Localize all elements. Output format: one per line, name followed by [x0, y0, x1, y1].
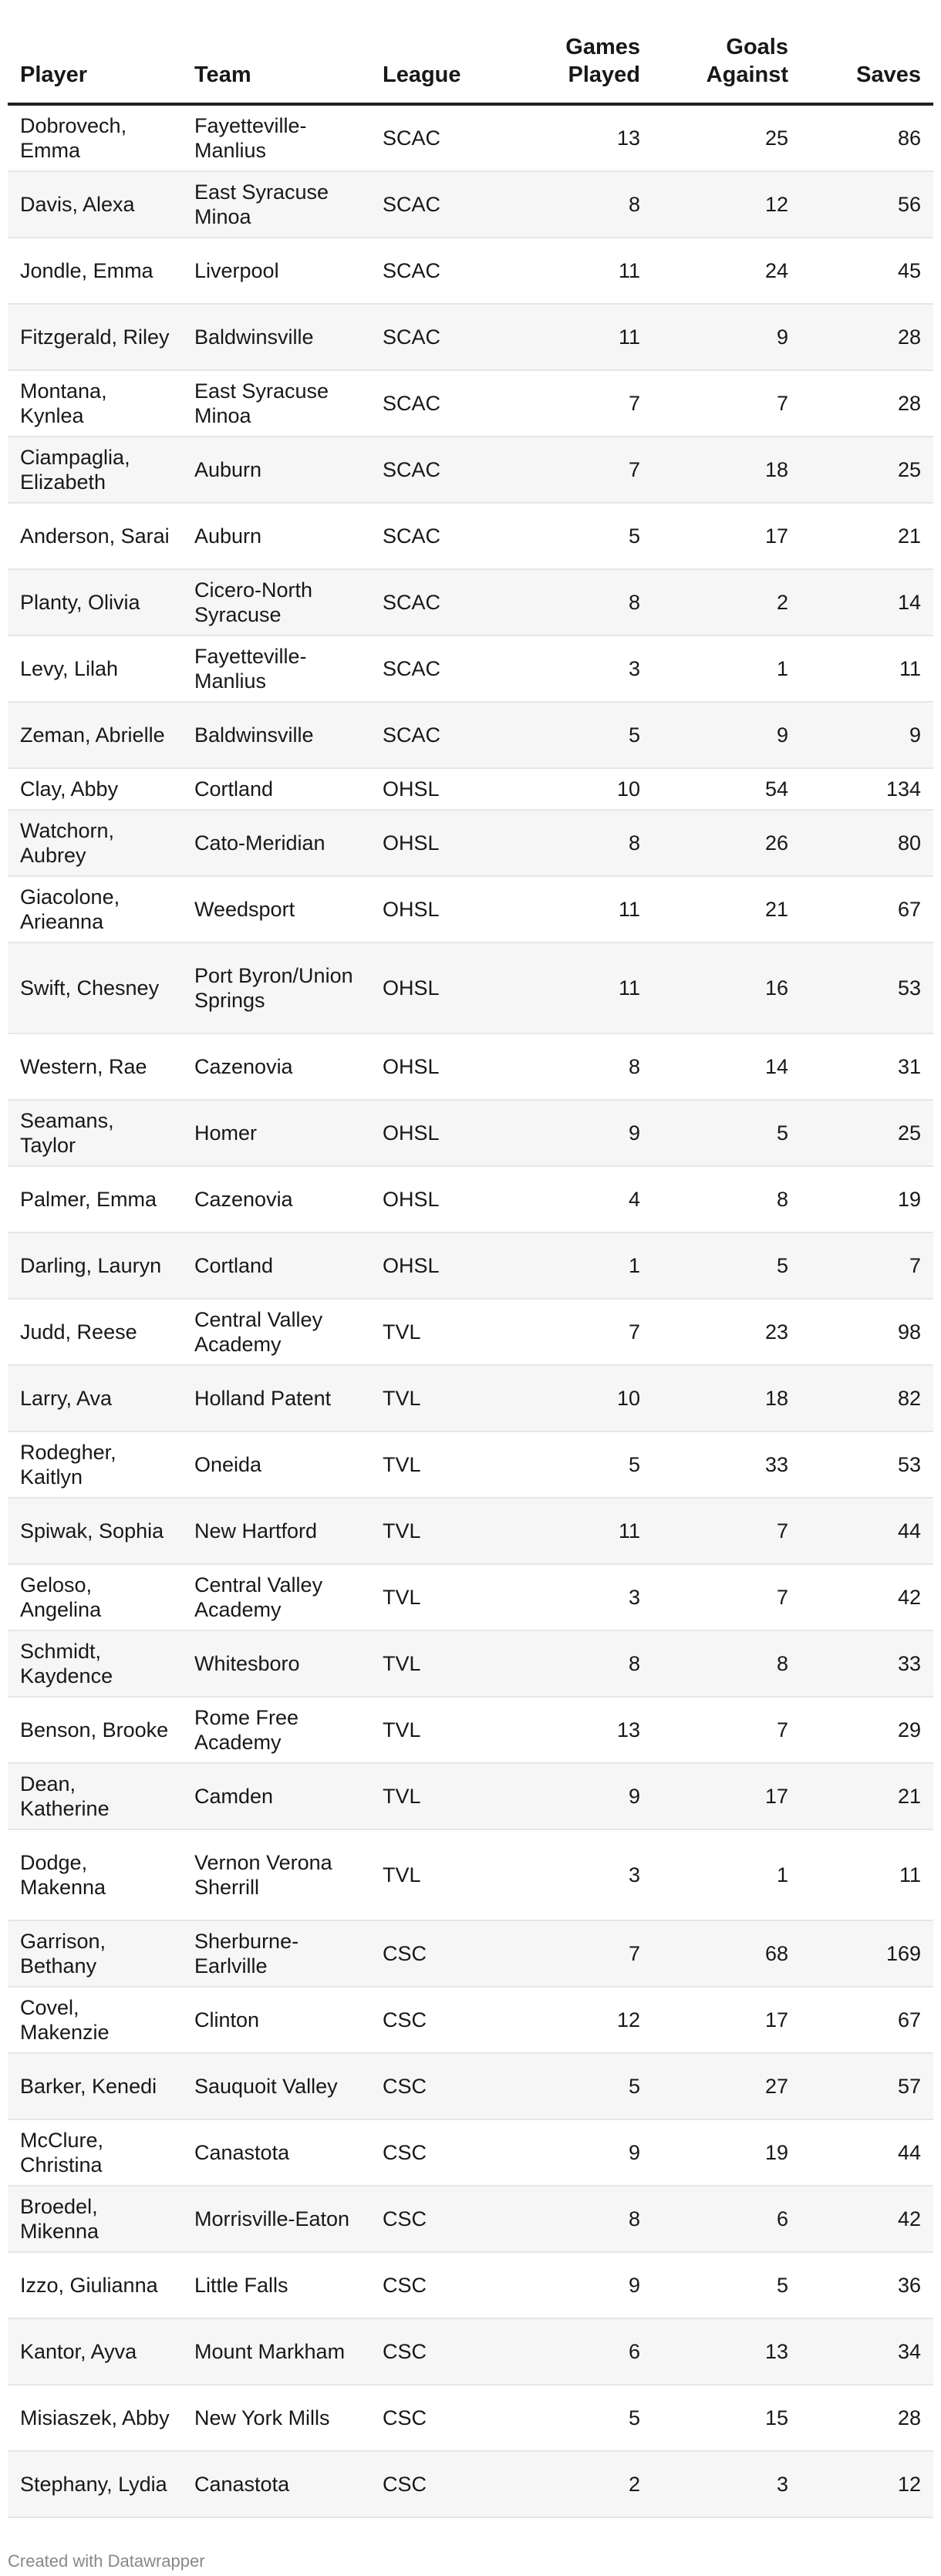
cell-league: SCAC	[370, 171, 517, 238]
cell-league: TVL	[370, 1299, 517, 1365]
cell-goals-against: 1	[653, 1829, 801, 1920]
header-line: Played	[568, 62, 640, 87]
cell-league: OHSL	[370, 1100, 517, 1166]
cell-league: SCAC	[370, 503, 517, 569]
table-row	[8, 569, 933, 636]
header-line: Games	[565, 35, 640, 59]
cell-goals-against: 1	[653, 636, 801, 702]
cell-league: CSC	[370, 2186, 517, 2252]
table-row	[8, 2252, 933, 2318]
column-header-player[interactable]: Player	[8, 0, 182, 104]
cell-games-played: 11	[517, 304, 653, 370]
cell-league: TVL	[370, 1630, 517, 1697]
cell-league: OHSL	[370, 942, 517, 1033]
cell-team: Canastota	[182, 2451, 370, 2517]
table-body	[8, 104, 933, 2517]
cell-player: Giacolone, Arieanna	[8, 876, 182, 942]
cell-games-played: 11	[517, 876, 653, 942]
cell-league: SCAC	[370, 304, 517, 370]
table-row	[8, 1498, 933, 1564]
cell-league: OHSL	[370, 876, 517, 942]
cell-player: Clay, Abby	[8, 768, 182, 810]
cell-games-played: 6	[517, 2318, 653, 2385]
cell-games-played: 13	[517, 104, 653, 171]
column-header-games-played[interactable]	[517, 0, 653, 104]
cell-team: Auburn	[182, 503, 370, 569]
cell-goals-against: 68	[653, 1920, 801, 1987]
cell-player: Anderson, Sarai	[8, 503, 182, 569]
cell-games-played: 7	[517, 437, 653, 503]
cell-player: Swift, Chesney	[8, 942, 182, 1033]
header-line: Against	[706, 62, 788, 87]
cell-goals-against: 33	[653, 1431, 801, 1498]
cell-goals-against: 16	[653, 942, 801, 1033]
table-row	[8, 2318, 933, 2385]
cell-player: Fitzgerald, Riley	[8, 304, 182, 370]
cell-saves: 21	[801, 1763, 933, 1829]
cell-player: Palmer, Emma	[8, 1166, 182, 1232]
cell-goals-against: 19	[653, 2119, 801, 2186]
cell-goals-against: 3	[653, 2451, 801, 2517]
cell-saves: 21	[801, 503, 933, 569]
cell-team: Cazenovia	[182, 1033, 370, 1100]
cell-goals-against: 23	[653, 1299, 801, 1365]
cell-games-played: 10	[517, 1365, 653, 1431]
cell-saves: 169	[801, 1920, 933, 1987]
cell-team: Cazenovia	[182, 1166, 370, 1232]
cell-games-played: 13	[517, 1697, 653, 1763]
cell-goals-against: 13	[653, 2318, 801, 2385]
cell-team: New Hartford	[182, 1498, 370, 1564]
cell-league: OHSL	[370, 1033, 517, 1100]
cell-saves: 53	[801, 942, 933, 1033]
cell-player: Garrison, Bethany	[8, 1920, 182, 1987]
cell-saves: 25	[801, 1100, 933, 1166]
table-row	[8, 437, 933, 503]
table-row	[8, 1920, 933, 1987]
cell-goals-against: 7	[653, 1697, 801, 1763]
table-row	[8, 2186, 933, 2252]
table-row	[8, 1829, 933, 1920]
cell-player: Western, Rae	[8, 1033, 182, 1100]
cell-team: Canastota	[182, 2119, 370, 2186]
cell-team: Auburn	[182, 437, 370, 503]
cell-games-played: 12	[517, 1987, 653, 2053]
cell-goals-against: 7	[653, 1498, 801, 1564]
table-row	[8, 1232, 933, 1299]
cell-goals-against: 17	[653, 503, 801, 569]
cell-league: OHSL	[370, 768, 517, 810]
cell-games-played: 5	[517, 702, 653, 768]
cell-team: Baldwinsville	[182, 304, 370, 370]
cell-goals-against: 17	[653, 1987, 801, 2053]
cell-player: Judd, Reese	[8, 1299, 182, 1365]
cell-saves: 12	[801, 2451, 933, 2517]
cell-saves: 53	[801, 1431, 933, 1498]
cell-player: Izzo, Giulianna	[8, 2252, 182, 2318]
cell-team: Cato-Meridian	[182, 810, 370, 876]
cell-league: SCAC	[370, 702, 517, 768]
cell-goals-against: 7	[653, 1564, 801, 1630]
cell-saves: 33	[801, 1630, 933, 1697]
cell-games-played: 5	[517, 503, 653, 569]
table-row	[8, 1100, 933, 1166]
table-row	[8, 1564, 933, 1630]
cell-league: TVL	[370, 1431, 517, 1498]
cell-team: Vernon Verona Sherrill	[182, 1829, 370, 1920]
cell-team: Rome Free Academy	[182, 1697, 370, 1763]
goalkeeper-stats-table	[8, 0, 933, 2518]
cell-saves: 7	[801, 1232, 933, 1299]
cell-league: SCAC	[370, 370, 517, 437]
cell-team: Baldwinsville	[182, 702, 370, 768]
table-row	[8, 1763, 933, 1829]
cell-team: Cortland	[182, 768, 370, 810]
table-row	[8, 1299, 933, 1365]
cell-goals-against: 2	[653, 569, 801, 636]
column-header-saves[interactable]: Saves	[801, 0, 933, 104]
cell-player: Kantor, Ayva	[8, 2318, 182, 2385]
cell-saves: 19	[801, 1166, 933, 1232]
cell-saves: 44	[801, 1498, 933, 1564]
cell-league: TVL	[370, 1763, 517, 1829]
cell-goals-against: 5	[653, 1232, 801, 1299]
cell-team: Liverpool	[182, 238, 370, 304]
table-container	[8, 0, 933, 2518]
cell-player: Watchorn, Aubrey	[8, 810, 182, 876]
cell-team: New York Mills	[182, 2385, 370, 2451]
cell-player: Broedel, Mikenna	[8, 2186, 182, 2252]
cell-goals-against: 18	[653, 437, 801, 503]
cell-player: Seamans, Taylor	[8, 1100, 182, 1166]
cell-goals-against: 15	[653, 2385, 801, 2451]
cell-league: SCAC	[370, 437, 517, 503]
cell-league: TVL	[370, 1829, 517, 1920]
table-row	[8, 636, 933, 702]
cell-team: Clinton	[182, 1987, 370, 2053]
cell-saves: 36	[801, 2252, 933, 2318]
cell-league: CSC	[370, 2119, 517, 2186]
cell-games-played: 11	[517, 1498, 653, 1564]
cell-player: Barker, Kenedi	[8, 2053, 182, 2119]
cell-league: SCAC	[370, 636, 517, 702]
cell-saves: 28	[801, 304, 933, 370]
cell-team: Sherburne-Earlville	[182, 1920, 370, 1987]
cell-saves: 28	[801, 370, 933, 437]
cell-team: Oneida	[182, 1431, 370, 1498]
table-row	[8, 1630, 933, 1697]
cell-team: Cicero-North Syracuse	[182, 569, 370, 636]
cell-team: Central Valley Academy	[182, 1564, 370, 1630]
cell-player: Dobrovech, Emma	[8, 104, 182, 171]
table-row	[8, 942, 933, 1033]
table-row	[8, 238, 933, 304]
table-row	[8, 702, 933, 768]
cell-goals-against: 18	[653, 1365, 801, 1431]
column-header-team[interactable]: Team	[182, 0, 370, 104]
cell-saves: 25	[801, 437, 933, 503]
cell-league: CSC	[370, 1920, 517, 1987]
cell-games-played: 8	[517, 1630, 653, 1697]
cell-games-played: 8	[517, 1033, 653, 1100]
table-row	[8, 1365, 933, 1431]
cell-saves: 86	[801, 104, 933, 171]
datawrapper-credit: Created with Datawrapper	[8, 2551, 205, 2571]
cell-games-played: 5	[517, 1431, 653, 1498]
cell-saves: 42	[801, 2186, 933, 2252]
cell-team: Morrisville-Eaton	[182, 2186, 370, 2252]
cell-games-played: 9	[517, 1100, 653, 1166]
column-header-league[interactable]: League	[370, 0, 517, 104]
table-row	[8, 1697, 933, 1763]
cell-league: CSC	[370, 2252, 517, 2318]
cell-team: Cortland	[182, 1232, 370, 1299]
table-row	[8, 1033, 933, 1100]
cell-league: SCAC	[370, 104, 517, 171]
cell-saves: 11	[801, 1829, 933, 1920]
cell-games-played: 3	[517, 1564, 653, 1630]
table-row	[8, 370, 933, 437]
cell-goals-against: 26	[653, 810, 801, 876]
cell-saves: 34	[801, 2318, 933, 2385]
cell-player: Dodge, Makenna	[8, 1829, 182, 1920]
header-line: Goals	[726, 35, 788, 59]
cell-saves: 98	[801, 1299, 933, 1365]
cell-team: Weedsport	[182, 876, 370, 942]
cell-games-played: 8	[517, 171, 653, 238]
cell-league: CSC	[370, 2318, 517, 2385]
table-row	[8, 171, 933, 238]
cell-goals-against: 7	[653, 370, 801, 437]
cell-saves: 80	[801, 810, 933, 876]
cell-player: Benson, Brooke	[8, 1697, 182, 1763]
cell-player: Schmidt, Kaydence	[8, 1630, 182, 1697]
cell-goals-against: 9	[653, 702, 801, 768]
cell-player: Jondle, Emma	[8, 238, 182, 304]
cell-league: TVL	[370, 1365, 517, 1431]
cell-league: CSC	[370, 1987, 517, 2053]
cell-player: Covel, Makenzie	[8, 1987, 182, 2053]
cell-player: Darling, Lauryn	[8, 1232, 182, 1299]
cell-league: OHSL	[370, 1232, 517, 1299]
table-row	[8, 104, 933, 171]
cell-games-played: 7	[517, 1920, 653, 1987]
table-row	[8, 503, 933, 569]
cell-games-played: 1	[517, 1232, 653, 1299]
cell-saves: 11	[801, 636, 933, 702]
cell-team: Little Falls	[182, 2252, 370, 2318]
table-row	[8, 810, 933, 876]
cell-saves: 56	[801, 171, 933, 238]
cell-saves: 31	[801, 1033, 933, 1100]
cell-player: Stephany, Lydia	[8, 2451, 182, 2517]
cell-games-played: 9	[517, 2252, 653, 2318]
cell-team: Homer	[182, 1100, 370, 1166]
cell-team: Holland Patent	[182, 1365, 370, 1431]
cell-saves: 29	[801, 1697, 933, 1763]
cell-games-played: 9	[517, 2119, 653, 2186]
cell-team: Whitesboro	[182, 1630, 370, 1697]
table-row	[8, 2451, 933, 2517]
cell-games-played: 8	[517, 2186, 653, 2252]
table-row	[8, 768, 933, 810]
cell-saves: 82	[801, 1365, 933, 1431]
table-row	[8, 1431, 933, 1498]
cell-games-played: 7	[517, 1299, 653, 1365]
cell-saves: 28	[801, 2385, 933, 2451]
cell-goals-against: 14	[653, 1033, 801, 1100]
cell-saves: 45	[801, 238, 933, 304]
cell-goals-against: 17	[653, 1763, 801, 1829]
cell-games-played: 3	[517, 1829, 653, 1920]
cell-goals-against: 8	[653, 1630, 801, 1697]
cell-league: TVL	[370, 1498, 517, 1564]
cell-team: Central Valley Academy	[182, 1299, 370, 1365]
cell-player: Levy, Lilah	[8, 636, 182, 702]
cell-team: Mount Markham	[182, 2318, 370, 2385]
cell-team: Camden	[182, 1763, 370, 1829]
cell-games-played: 9	[517, 1763, 653, 1829]
cell-goals-against: 54	[653, 768, 801, 810]
cell-player: Geloso, Angelina	[8, 1564, 182, 1630]
cell-saves: 67	[801, 1987, 933, 2053]
cell-games-played: 4	[517, 1166, 653, 1232]
cell-player: Ciampaglia, Elizabeth	[8, 437, 182, 503]
cell-games-played: 3	[517, 636, 653, 702]
table-row	[8, 1166, 933, 1232]
cell-league: SCAC	[370, 238, 517, 304]
cell-player: Davis, Alexa	[8, 171, 182, 238]
cell-games-played: 10	[517, 768, 653, 810]
cell-games-played: 5	[517, 2053, 653, 2119]
cell-games-played: 8	[517, 810, 653, 876]
cell-league: OHSL	[370, 1166, 517, 1232]
cell-team: Port Byron/Union Springs	[182, 942, 370, 1033]
cell-team: Fayetteville-Manlius	[182, 104, 370, 171]
cell-saves: 9	[801, 702, 933, 768]
cell-player: Dean, Katherine	[8, 1763, 182, 1829]
cell-goals-against: 12	[653, 171, 801, 238]
cell-games-played: 11	[517, 942, 653, 1033]
cell-goals-against: 8	[653, 1166, 801, 1232]
cell-saves: 57	[801, 2053, 933, 2119]
table-header	[8, 0, 933, 104]
table-row	[8, 1987, 933, 2053]
table-row	[8, 876, 933, 942]
cell-player: Rodegher, Kaitlyn	[8, 1431, 182, 1498]
cell-team: Fayetteville-Manlius	[182, 636, 370, 702]
cell-league: CSC	[370, 2053, 517, 2119]
cell-games-played: 7	[517, 370, 653, 437]
cell-team: East Syracuse Minoa	[182, 171, 370, 238]
cell-league: SCAC	[370, 569, 517, 636]
cell-league: CSC	[370, 2451, 517, 2517]
cell-player: McClure, Christina	[8, 2119, 182, 2186]
cell-player: Misiaszek, Abby	[8, 2385, 182, 2451]
cell-player: Zeman, Abrielle	[8, 702, 182, 768]
cell-goals-against: 9	[653, 304, 801, 370]
cell-goals-against: 6	[653, 2186, 801, 2252]
cell-goals-against: 25	[653, 104, 801, 171]
cell-league: TVL	[370, 1564, 517, 1630]
cell-saves: 42	[801, 1564, 933, 1630]
table-row	[8, 2053, 933, 2119]
cell-player: Larry, Ava	[8, 1365, 182, 1431]
cell-player: Planty, Olivia	[8, 569, 182, 636]
cell-saves: 134	[801, 768, 933, 810]
cell-games-played: 5	[517, 2385, 653, 2451]
cell-team: Sauquoit Valley	[182, 2053, 370, 2119]
cell-saves: 67	[801, 876, 933, 942]
cell-league: TVL	[370, 1697, 517, 1763]
cell-games-played: 11	[517, 238, 653, 304]
cell-league: CSC	[370, 2385, 517, 2451]
cell-saves: 14	[801, 569, 933, 636]
cell-goals-against: 21	[653, 876, 801, 942]
header-row	[8, 0, 933, 104]
cell-goals-against: 5	[653, 2252, 801, 2318]
cell-saves: 44	[801, 2119, 933, 2186]
table-row	[8, 2385, 933, 2451]
cell-goals-against: 5	[653, 1100, 801, 1166]
cell-goals-against: 27	[653, 2053, 801, 2119]
cell-player: Spiwak, Sophia	[8, 1498, 182, 1564]
cell-player: Montana, Kynlea	[8, 370, 182, 437]
cell-games-played: 8	[517, 569, 653, 636]
column-header-goals-against[interactable]	[653, 0, 801, 104]
cell-team: East Syracuse Minoa	[182, 370, 370, 437]
cell-games-played: 2	[517, 2451, 653, 2517]
table-row	[8, 2119, 933, 2186]
table-row	[8, 304, 933, 370]
cell-goals-against: 24	[653, 238, 801, 304]
cell-league: OHSL	[370, 810, 517, 876]
